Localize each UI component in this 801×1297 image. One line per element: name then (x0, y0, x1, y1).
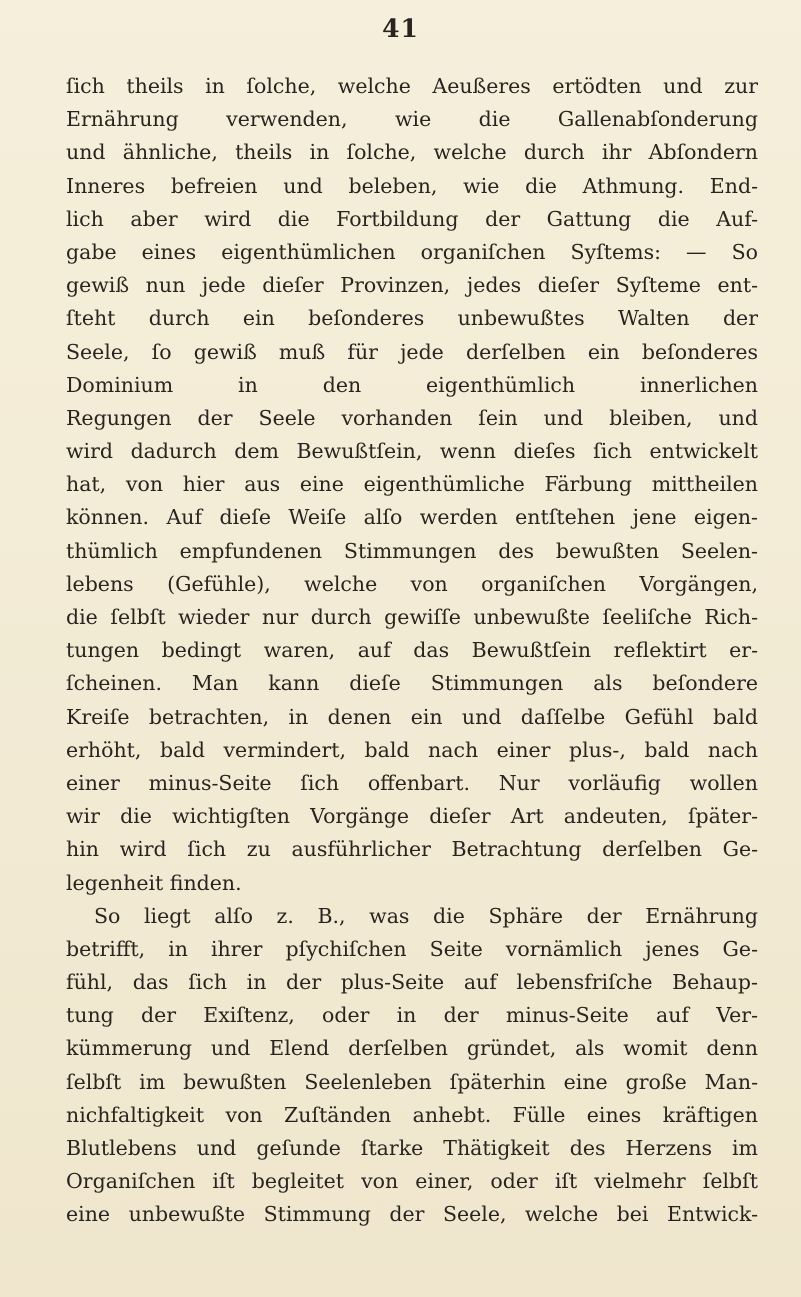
text-line: ſteht durch ein beſonderes unbewußtes Walten der (66, 306, 758, 331)
text-line: ſich theils in ſolche, welche Aeußeres ertödten und zur (66, 74, 758, 98)
text-line: legenheit finden. (66, 870, 242, 895)
body-text (66, 70, 758, 1232)
text-line: einer minus-Seite ſich offenbart. Nur vorläufig wollen (66, 770, 758, 795)
text-line: tungen bedingt waren, auf das Bewußtſein reflektirt er- (66, 638, 758, 663)
text-line: gewiß nun jede dieſer Provinzen, jedes dieſer Syſteme ent- (66, 273, 758, 298)
text-line: Inneres befreien und beleben, wie die Athmung. End- (66, 173, 758, 198)
text-line: gabe eines eigenthümlichen organiſchen Syſtems: — So (66, 239, 758, 264)
text-line: fühl, das ſich in der plus-Seite auf lebensfriſche Behaup- (66, 970, 758, 995)
text-line: lich aber wird die Fortbildung der Gattung die Auf- (66, 206, 758, 231)
text-line: betrifft, in ihrer pſychiſchen Seite vornämlich jenes Ge- (66, 936, 758, 961)
text-line: So liegt alſo z. B., was die Sphäre der Ernährung (94, 903, 758, 928)
text-line: thümlich empfundenen Stimmungen des bewußten Seelen- (66, 538, 758, 563)
text-line: Kreiſe betrachten, in denen ein und daſſelbe Gefühl bald (66, 704, 758, 729)
text-line: Seele, ſo gewiß muß für jede derſelben ein beſonderes (66, 339, 758, 364)
page-number: 41 (382, 14, 419, 43)
text-line: können. Auf dieſe Weiſe alſo werden entſtehen jene eigen- (66, 505, 758, 530)
text-line: und ähnliche, theils in ſolche, welche durch ihr Abſondern (66, 140, 758, 165)
text-line: Blutlebens und geſunde ſtarke Thätigkeit des Herzens im (66, 1136, 758, 1160)
text-line: eine unbewußte Stimmung der Seele, welche bei Entwick- (66, 1202, 758, 1227)
text-line: Dominium in den eigenthümlich innerlichen (66, 372, 758, 397)
text-line: ſelbſt im bewußten Seelenleben ſpäterhin eine große Man- (66, 1069, 758, 1094)
text-line: die ſelbſt wieder nur durch gewiſſe unbewußte ſeeliſche Rich- (66, 605, 758, 629)
text-line: ſcheinen. Man kann dieſe Stimmungen als beſondere (66, 671, 758, 696)
text-line: lebens (Gefühle), welche von organiſchen Vorgängen, (66, 571, 758, 596)
text-line: Organiſchen iſt begleitet von einer, oder iſt vielmehr ſelbſt (66, 1169, 758, 1194)
text-line: erhöht, bald vermindert, bald nach einer plus-, bald nach (66, 737, 758, 762)
text-line: hat, von hier aus eine eigenthümliche Färbung mittheilen (66, 472, 758, 497)
text-line: wir die wichtigſten Vorgänge dieſer Art andeuten, ſpäter- (66, 804, 758, 829)
text-line: nichfaltigkeit von Zuſtänden anhebt. Fülle eines kräftigen (66, 1102, 758, 1127)
text-line: Regungen der Seele vorhanden ſein und bleiben, und (66, 405, 758, 430)
text-line: hin wird ſich zu ausführlicher Betrachtung derſelben Ge- (66, 837, 758, 862)
text-line: tung der Exiſtenz, oder in der minus-Seite auf Ver- (66, 1003, 758, 1028)
text-line: wird dadurch dem Bewußtſein, wenn dieſes ſich entwickelt (66, 439, 758, 464)
text-line: Ernährung verwenden, wie die Gallenabſonderung (66, 107, 758, 132)
text-line: kümmerung und Elend derſelben gründet, als womit denn (66, 1036, 758, 1061)
